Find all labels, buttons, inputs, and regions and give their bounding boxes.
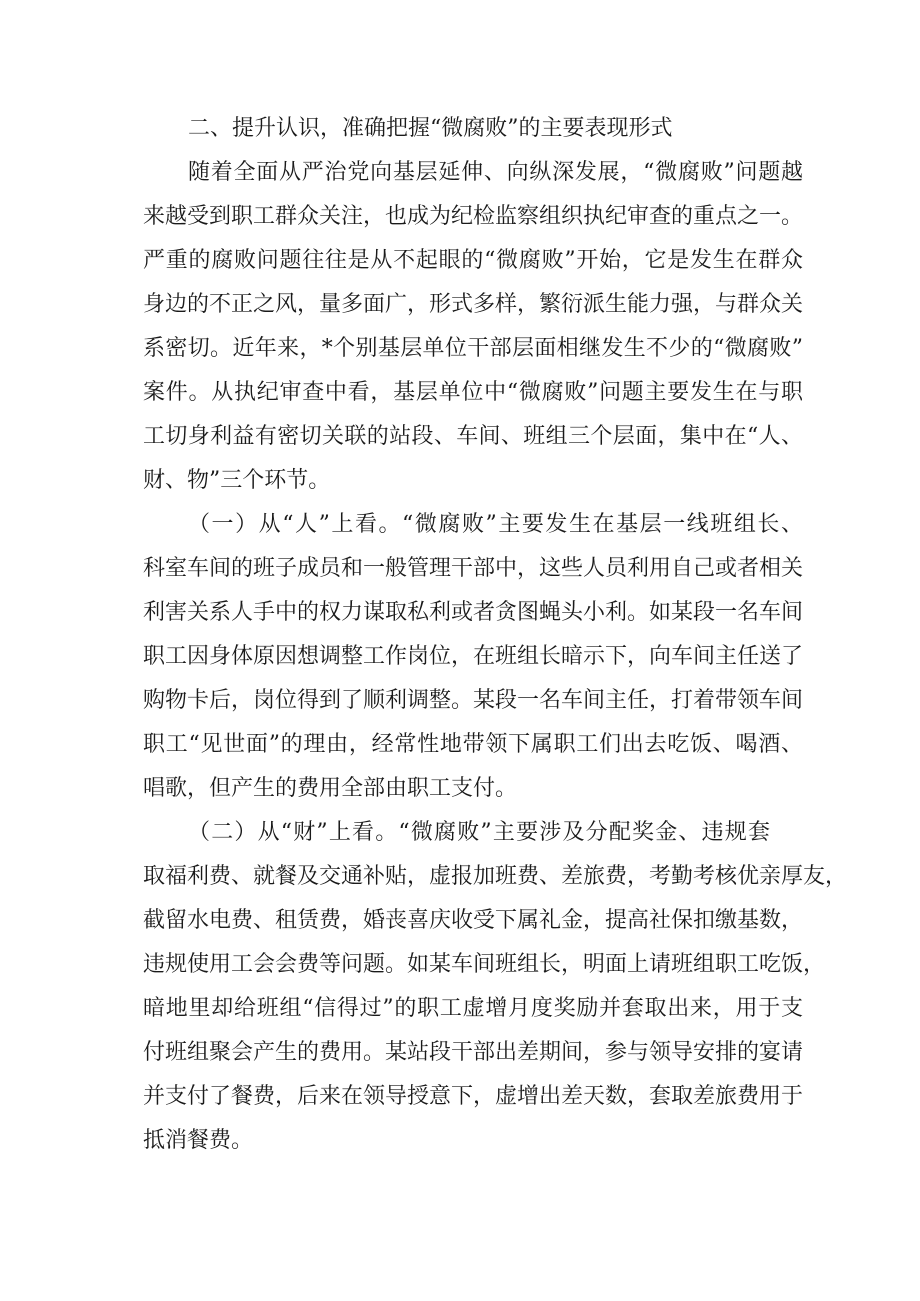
paragraph-2-line-2: 科室车间的班子成员和一般管理干部中，这些人员利用自己或者相关 [143, 556, 804, 581]
paragraph-2-line-6: 职工“见世面”的理由，经常性地带领下属职工们出去吃饭、喝酒、 [143, 732, 803, 757]
section-heading: 二、提升认识，准确把握“微腐败”的主要表现形式 [188, 116, 673, 141]
paragraph-2-line-1: （一）从“人”上看。“微腐败”主要发生在基层一线班组长、 [188, 512, 803, 537]
paragraph-1-line-6: 案件。从执纪审查中看，基层单位中“微腐败”问题主要发生在与职 [143, 380, 803, 405]
paragraph-2-line-4: 职工因身体原因想调整工作岗位，在班组长暗示下，向车间主任送了 [143, 644, 804, 669]
paragraph-1-line-2: 来越受到职工群众关注，也成为纪检监察组织执纪审查的重点之一。 [143, 204, 804, 229]
paragraph-2-line-3: 利害关系人手中的权力谋取私利或者贪图蝇头小利。如某段一名车间 [143, 600, 804, 625]
paragraph-2-line-7: 唱歌，但产生的费用全部由职工支付。 [143, 776, 518, 801]
paragraph-3-line-6: 付班组聚会产生的费用。某站段干部出差期间，参与领导安排的宴请 [143, 1040, 804, 1065]
paragraph-3-line-1: （二）从“财”上看。“微腐败”主要涉及分配奖金、违规套 [188, 820, 770, 845]
paragraph-1-line-7: 工切身利益有密切关联的站段、车间、班组三个层面，集中在“人、 [143, 424, 803, 449]
paragraph-1-line-5: 系密切。近年来，*个别基层单位干部层面相继发生不少的“微腐败” [143, 336, 803, 361]
paragraph-1-line-3: 严重的腐败问题往往是从不起眼的“微腐败”开始，它是发生在群众 [143, 248, 803, 273]
paragraph-3-line-2: 取福利费、就餐及交通补贴，虚报加班费、差旅费，考勤考核优亲厚友， [143, 864, 848, 889]
paragraph-3-line-7: 并支付了餐费，后来在领导授意下，虚增出差天数，套取差旅费用于 [143, 1084, 804, 1109]
paragraph-2-line-5: 购物卡后，岗位得到了顺利调整。某段一名车间主任，打着带领车间 [143, 688, 804, 713]
paragraph-3-line-5: 暗地里却给班组“信得过”的职工虚增月度奖励并套取出来，用于支 [143, 996, 803, 1021]
paragraph-1-line-1: 随着全面从严治党向基层延伸、向纵深发展，“微腐败”问题越 [188, 160, 803, 185]
paragraph-3-line-4: 违规使用工会会费等问题。如某车间班组长，明面上请班组职工吃饭， [143, 952, 826, 977]
paragraph-3-line-3: 截留水电费、租赁费，婚丧喜庆收受下属礼金，提高社保扣缴基数， [143, 908, 804, 933]
paragraph-1-line-4: 身边的不正之风，量多面广，形式多样，繁衍派生能力强，与群众关 [143, 292, 804, 317]
paragraph-1-line-8: 财、物”三个环节。 [143, 468, 331, 493]
paragraph-3-line-8: 抵消餐费。 [143, 1128, 254, 1153]
